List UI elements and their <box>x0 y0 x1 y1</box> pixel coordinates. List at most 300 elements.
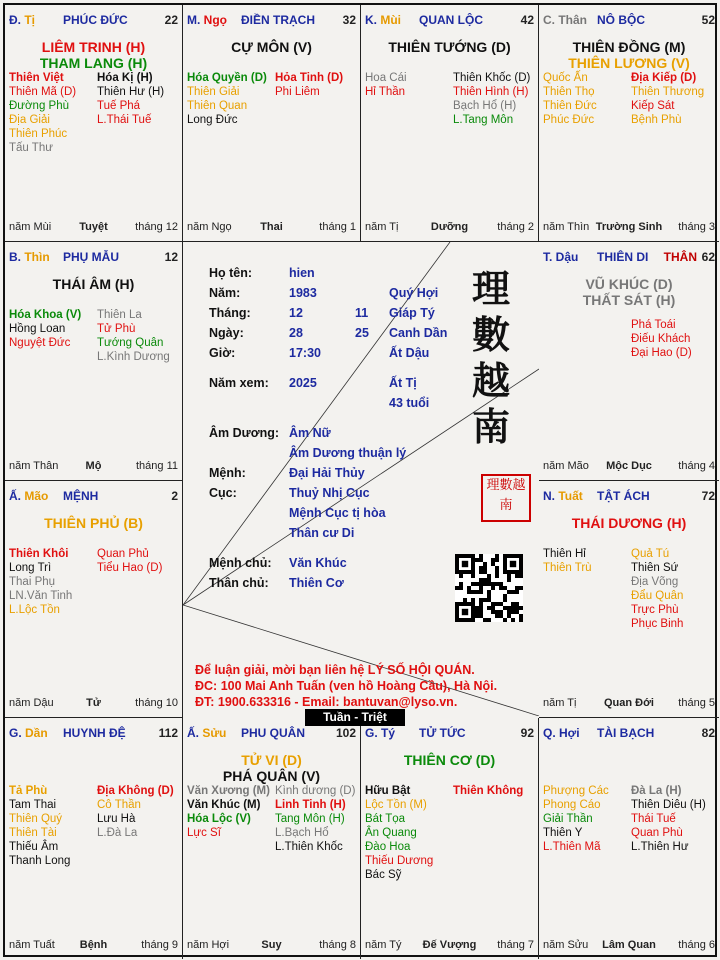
palace-footer <box>9 221 178 235</box>
palace-age: 12 <box>164 250 178 264</box>
palace-branch-part: Ngọ <box>203 13 227 27</box>
main-star: PHÁ QUÂN (V) <box>222 768 321 784</box>
palace-branch-part: N. <box>543 489 559 503</box>
palace-month: tháng 3 <box>678 221 715 233</box>
minor-star: Tấu Thư <box>9 142 53 154</box>
minor-stars-left <box>9 71 76 155</box>
minor-stars-right <box>631 71 704 127</box>
minor-star: Thái Tuế <box>631 813 676 825</box>
minor-star: Địa Võng <box>631 576 679 588</box>
logo-char: 數 <box>471 312 510 357</box>
palace-branch <box>365 726 395 740</box>
palace-name: TÀI BẠCH <box>597 726 655 740</box>
minor-stars-left <box>187 784 270 840</box>
minor-star: Đà La (H) <box>631 785 682 797</box>
minor-star: L.Lộc Tồn <box>9 604 60 616</box>
minor-stars-right <box>97 71 164 127</box>
palace-branch-part: K. <box>365 13 381 27</box>
minor-stars-left <box>543 547 592 575</box>
minor-star: Long Trì <box>9 562 52 574</box>
info-label: Âm Dương: <box>209 426 280 440</box>
info-value: Thiên Cơ <box>289 576 344 590</box>
minor-star: Phong Cáo <box>543 799 601 811</box>
main-star: THIÊN ĐỒNG (M) <box>572 39 686 55</box>
palace-footer <box>543 939 715 953</box>
palace-footer <box>187 939 356 953</box>
palace-year: năm Tuất <box>9 939 55 951</box>
palace-stage: Suy <box>261 939 282 951</box>
minor-star: L.Đà La <box>97 827 138 839</box>
minor-stars-left <box>365 71 407 99</box>
minor-star: Tiểu Hao (D) <box>97 562 163 574</box>
minor-star: Thiên Hư (H) <box>97 86 165 98</box>
info-label: Mệnh: <box>209 466 246 480</box>
minor-star: Thiên Khốc (D) <box>453 72 531 84</box>
minor-star: Thiên Quý <box>9 813 63 825</box>
minor-star: Hóa Quyền (D) <box>187 72 267 84</box>
palace-name: THIÊN DI <box>597 250 649 264</box>
info-value: Âm Dương thuận lý <box>289 446 407 460</box>
palace-year: năm Tý <box>365 939 402 951</box>
minor-star: Giải Thần <box>543 813 593 825</box>
palace-stage: Mộc Dục <box>606 460 652 472</box>
tuan-triet-label: Tuần - Triệt <box>305 709 405 726</box>
minor-stars-right <box>453 784 523 798</box>
info-value: Âm Nữ <box>289 426 331 440</box>
palace-year: năm Mão <box>543 460 589 472</box>
minor-star: Thiên Trù <box>543 562 592 574</box>
minor-star: Ân Quang <box>365 827 417 839</box>
minor-stars-right <box>631 784 706 854</box>
palace-cell-hoi <box>539 718 719 959</box>
minor-star: Thiên Hỉ <box>543 548 586 560</box>
info-value-canchi: Giáp Tý <box>389 306 435 320</box>
info-label: Ngày: <box>209 326 244 340</box>
palace-header <box>9 13 178 29</box>
info-label: Giờ: <box>209 346 236 360</box>
info-value-canchi: Canh Dần <box>389 326 448 340</box>
minor-stars-right <box>275 784 355 854</box>
info-value: 12 <box>289 306 303 320</box>
palace-branch <box>187 13 227 27</box>
palace-header <box>187 726 356 742</box>
minor-star: Hữu Bật <box>365 785 411 797</box>
minor-star: Quan Phủ <box>97 548 149 560</box>
minor-star: Thiên Hình (H) <box>453 86 529 98</box>
minor-star: Bệnh Phù <box>631 114 682 126</box>
palace-year: năm Hợi <box>187 939 230 951</box>
minor-star: Tang Môn (H) <box>275 813 345 825</box>
palace-branch-part: M. <box>187 13 204 27</box>
palace-age: 42 <box>520 13 534 27</box>
minor-star: L.Thiên Mã <box>543 841 601 853</box>
palace-branch-part: G. <box>9 726 26 740</box>
palace-cell-dau <box>539 242 719 481</box>
minor-stars-left <box>9 547 72 617</box>
minor-stars-left <box>9 308 81 350</box>
palace-branch-part: Dần <box>25 726 48 740</box>
minor-star: L.Thiên Khốc <box>275 841 343 853</box>
palace-secondary-name: THÂN <box>663 250 697 264</box>
minor-star: Tam Thai <box>9 799 57 811</box>
minor-star: Đại Hao (D) <box>631 347 692 359</box>
palace-stage: Đế Vượng <box>422 939 477 951</box>
minor-star: Bạch Hổ (H) <box>453 100 517 112</box>
info-label: Tháng: <box>209 306 251 320</box>
palace-header <box>543 726 715 742</box>
info-value-canchi: Quý Hợi <box>389 286 439 300</box>
minor-stars-right <box>97 547 162 575</box>
palace-branch-part: T. Dậu <box>543 250 579 264</box>
palace-stage: Trường Sinh <box>595 221 663 233</box>
info-value: 2025 <box>289 376 317 390</box>
minor-star: Hoa Cái <box>365 72 407 84</box>
info-value: 28 <box>289 326 303 340</box>
minor-star: Hóa Lộc (V) <box>187 813 251 825</box>
minor-star: Hồng Loan <box>9 323 66 335</box>
palace-name: TẬT ÁCH <box>597 489 650 503</box>
minor-star: Quan Phù <box>631 827 683 839</box>
palace-cell-ti <box>361 718 539 959</box>
palace-cell-than <box>539 5 719 242</box>
minor-stars-right <box>97 308 170 364</box>
palace-branch-part: Đ. <box>9 13 25 27</box>
main-star: THIÊN LƯƠNG (V) <box>568 55 690 71</box>
minor-stars-right <box>631 318 692 360</box>
palace-branch-part: Thìn <box>24 250 50 264</box>
palace-year: năm Tị <box>543 697 577 709</box>
palace-year: năm Dậu <box>9 697 54 709</box>
palace-footer <box>543 221 715 235</box>
palace-name: HUYNH ĐỆ <box>63 726 126 740</box>
palace-branch-part: Mùi <box>380 13 402 27</box>
minor-star: L.Bạch Hổ <box>275 827 329 839</box>
main-star: THIÊN PHỦ (B) <box>44 515 143 531</box>
palace-month: tháng 8 <box>319 939 356 951</box>
palace-name: TỬ TỨC <box>419 726 466 740</box>
main-star: THẤT SÁT (H) <box>582 292 676 308</box>
palace-footer <box>9 460 178 474</box>
minor-star: Hỏa Tinh (D) <box>275 72 344 84</box>
palace-header <box>187 13 356 29</box>
logo-char: 南 <box>471 404 510 449</box>
palace-branch-part: Ấ. <box>9 489 25 503</box>
palace-cell-suu <box>183 718 361 959</box>
minor-star: Phượng Các <box>543 785 609 797</box>
palace-age: 22 <box>164 13 178 27</box>
info-value-lunar: 25 <box>355 326 369 340</box>
palace-month: tháng 4 <box>678 460 715 472</box>
palace-age: 82 <box>701 726 715 740</box>
minor-star: Quốc Ấn <box>543 72 588 84</box>
minor-star: Đẩu Quân <box>631 590 684 602</box>
seal-stamp: 理數越南 <box>481 474 531 522</box>
palace-header <box>9 726 178 742</box>
palace-year: năm Mùi <box>9 221 52 233</box>
minor-stars-left <box>9 784 70 868</box>
main-star: THIÊN TƯỚNG (D) <box>388 39 511 55</box>
minor-stars-right <box>631 547 683 631</box>
minor-star: Lực Sĩ <box>187 827 221 839</box>
palace-cell-ngo <box>183 5 361 242</box>
palace-stage: Quan Đới <box>604 697 654 709</box>
palace-footer <box>365 939 534 953</box>
minor-star: Thiên La <box>97 309 142 321</box>
palace-footer <box>187 221 356 235</box>
minor-star: Lộc Tồn (M) <box>365 799 427 811</box>
minor-star: Nguyệt Đức <box>9 337 71 349</box>
minor-star: Thiên Phúc <box>9 128 68 140</box>
palace-year: năm Sửu <box>543 939 589 951</box>
palace-branch <box>543 726 580 740</box>
palace-header <box>365 726 534 742</box>
palace-header <box>543 13 715 29</box>
palace-age: 2 <box>171 489 178 503</box>
center-info-panel <box>183 242 539 716</box>
info-value-canchi: Ất Tị <box>389 376 417 390</box>
main-star: THAM LANG (H) <box>39 55 148 71</box>
palace-month: tháng 6 <box>678 939 715 951</box>
minor-star: Thiên Diêu (H) <box>631 799 706 811</box>
palace-age: 92 <box>520 726 534 740</box>
palace-month: tháng 12 <box>135 221 178 233</box>
palace-stage: Thai <box>260 221 283 233</box>
minor-star: L.Thái Tuế <box>97 114 152 126</box>
minor-star: Văn Khúc (M) <box>187 799 261 811</box>
minor-star: Hóa Khoa (V) <box>9 309 82 321</box>
info-label: Năm xem: <box>209 376 269 390</box>
palace-cell-tuat <box>539 481 719 718</box>
palace-name: NÔ BỘC <box>597 13 645 27</box>
info-value-canchi: Ất Dậu <box>389 346 430 360</box>
palace-branch <box>187 726 226 740</box>
contact-line: ĐC: 100 Mai Anh Tuấn (ven hồ Hoàng Cầu), Hà Nội. <box>195 679 498 693</box>
palace-stage: Bệnh <box>79 939 108 951</box>
palace-header <box>9 489 178 505</box>
minor-star: Kình dương (D) <box>275 785 356 797</box>
main-star: THÁI ÂM (H) <box>52 276 135 292</box>
palace-branch <box>543 250 578 264</box>
minor-star: Thiên Việt <box>9 72 64 84</box>
minor-star: Thiên Giải <box>187 86 240 98</box>
minor-star: Thiên Mã (D) <box>9 86 77 98</box>
minor-star: Phục Binh <box>631 618 684 630</box>
minor-star: Văn Xương (M) <box>187 785 270 797</box>
minor-star: Linh Tinh (H) <box>275 799 346 811</box>
minor-star: Thiên Sứ <box>631 562 679 574</box>
minor-star: Hóa Kị (H) <box>97 72 153 84</box>
palace-year: năm Thìn <box>543 221 590 233</box>
minor-stars-left <box>365 784 433 882</box>
minor-star: Địa Giải <box>9 114 50 126</box>
qr-code <box>455 554 523 622</box>
main-star: VŨ KHÚC (D) <box>585 276 673 292</box>
palace-month: tháng 9 <box>141 939 178 951</box>
minor-star: Kiếp Sát <box>631 100 675 112</box>
palace-age: 62 <box>701 250 715 264</box>
tuvi-chart-board <box>3 3 717 957</box>
palace-age: 112 <box>158 726 178 740</box>
minor-star: Địa Không (D) <box>97 785 174 797</box>
palace-name: QUAN LỘC <box>419 13 483 27</box>
main-star: THÁI DƯƠNG (H) <box>571 515 687 531</box>
palace-year: năm Ngọ <box>187 221 232 233</box>
minor-star: Hỉ Thần <box>365 86 406 98</box>
minor-star: L.Thiên Hư <box>631 841 689 853</box>
minor-stars-left <box>543 784 609 854</box>
main-star: THIÊN CƠ (D) <box>403 752 496 768</box>
info-value: hien <box>289 266 315 280</box>
minor-star: Thai Phụ <box>9 576 56 588</box>
minor-star: Phá Toái <box>631 319 676 331</box>
minor-star: Địa Kiếp (D) <box>631 72 697 84</box>
palace-stage: Tuyệt <box>79 221 108 233</box>
main-star: TỬ VI (D) <box>241 752 302 768</box>
palace-name: MỆNH <box>63 489 99 503</box>
palace-branch <box>9 13 35 27</box>
minor-star: Thiên Đức <box>543 100 597 112</box>
minor-star: Tử Phù <box>97 323 136 335</box>
palace-footer <box>365 221 534 235</box>
minor-star: Phi Liêm <box>275 86 320 98</box>
info-value: Đại Hải Thủy <box>289 466 365 480</box>
palace-month: tháng 7 <box>497 939 534 951</box>
palace-age: 52 <box>701 13 715 27</box>
palace-month: tháng 11 <box>135 460 178 472</box>
minor-star: Thiên Y <box>543 827 583 839</box>
info-label: Họ tên: <box>209 266 253 280</box>
palace-stage: Dưỡng <box>430 221 469 233</box>
minor-star: Quả Tú <box>631 548 670 560</box>
minor-star: Đào Hoa <box>365 841 411 853</box>
palace-branch <box>543 489 583 503</box>
palace-name: PHÚC ĐỨC <box>63 13 128 27</box>
info-value-lunar: 11 <box>355 306 369 320</box>
info-label: Năm: <box>209 286 241 300</box>
palace-branch-part: Ấ. <box>187 726 203 740</box>
palace-header <box>365 13 534 29</box>
minor-star: Tuế Phá <box>97 100 141 112</box>
minor-star: Tướng Quân <box>97 337 164 349</box>
info-value-canchi: 43 tuổi <box>389 396 430 410</box>
palace-header <box>9 250 178 266</box>
info-label: Thân chủ: <box>209 576 269 590</box>
info-label: Mệnh chủ: <box>209 556 272 570</box>
palace-age: 72 <box>701 489 715 503</box>
minor-stars-left <box>543 71 597 127</box>
minor-stars-left <box>187 71 267 127</box>
palace-header <box>543 250 715 266</box>
info-value: Văn Khúc <box>289 556 347 570</box>
palace-stage: Mộ <box>85 460 102 472</box>
minor-star: L.Kình Dương <box>97 351 170 363</box>
main-star: LIÊM TRINH (H) <box>41 39 146 55</box>
contact-line: Để luận giải, mời bạn liên hệ LÝ SỐ HỘI QUÁN. <box>195 663 475 677</box>
minor-star: Trực Phù <box>631 604 679 616</box>
palace-stage: Tử <box>86 697 101 709</box>
logo-calligraphy <box>451 266 531 450</box>
minor-star: Thiên Thương <box>631 86 705 98</box>
palace-branch-part: B. <box>9 250 25 264</box>
minor-star: Phúc Đức <box>543 114 595 126</box>
minor-star: Bát Tọa <box>365 813 406 825</box>
palace-cell-thin <box>5 242 183 481</box>
minor-star: Tả Phù <box>9 785 48 797</box>
logo-char: 越 <box>471 358 510 403</box>
palace-month: tháng 1 <box>319 221 356 233</box>
palace-name: ĐIỀN TRẠCH <box>241 13 315 27</box>
minor-star: Thiên Tài <box>9 827 57 839</box>
palace-name: PHỤ MẪU <box>63 250 119 264</box>
main-star: CỰ MÔN (V) <box>231 39 312 55</box>
logo-char: 理 <box>471 266 510 311</box>
contact-block <box>195 662 497 710</box>
palace-branch <box>9 250 50 264</box>
palace-cell-mui <box>361 5 539 242</box>
palace-footer <box>543 460 715 474</box>
minor-stars-right <box>453 71 530 127</box>
palace-cell-dan <box>5 718 183 959</box>
palace-branch <box>9 726 48 740</box>
palace-footer <box>9 697 178 711</box>
palace-branch-part: Q. Hợi <box>543 726 580 740</box>
minor-star: Đường Phù <box>9 100 69 112</box>
palace-stage: Lâm Quan <box>602 939 656 951</box>
info-value: Thân cư Di <box>289 526 355 540</box>
palace-year: năm Tị <box>365 221 399 233</box>
minor-stars-right <box>275 71 343 99</box>
palace-branch-part: Tị <box>24 13 36 27</box>
minor-star: Thiếu Dương <box>365 855 434 867</box>
palace-month: tháng 2 <box>497 221 534 233</box>
minor-star: Lưu Hà <box>97 813 136 825</box>
palace-year: năm Thân <box>9 460 59 472</box>
palace-branch <box>543 13 587 27</box>
palace-age: 102 <box>335 726 356 740</box>
palace-branch <box>365 13 401 27</box>
palace-cell-mao <box>5 481 183 718</box>
palace-branch-part: Tuất <box>558 489 583 503</box>
minor-star: Điếu Khách <box>631 333 691 345</box>
palace-branch <box>9 489 48 503</box>
info-value: 1983 <box>289 286 317 300</box>
minor-star: Bác Sỹ <box>365 869 402 881</box>
minor-star: Thiên Khôi <box>9 548 69 560</box>
palace-header <box>543 489 715 505</box>
palace-branch-part: Sửu <box>202 726 227 740</box>
minor-star: Thiên Thọ <box>543 86 595 98</box>
palace-month: tháng 5 <box>678 697 715 709</box>
minor-star: Cô Thần <box>97 799 141 811</box>
palace-name: PHU QUÂN <box>241 726 306 740</box>
minor-stars-right <box>97 784 174 840</box>
minor-star: Long Đức <box>187 114 238 126</box>
palace-branch-part: C. Thân <box>543 13 587 27</box>
palace-branch-part: G. Tý <box>365 726 396 740</box>
palace-footer <box>543 697 715 711</box>
palace-age: 32 <box>342 13 356 27</box>
palace-month: tháng 10 <box>135 697 178 709</box>
palace-footer <box>9 939 178 953</box>
contact-line: ĐT: 1900.633316 - Email: bantuvan@lyso.vn. <box>195 695 458 709</box>
info-label: Cục: <box>209 486 237 500</box>
minor-star: Thanh Long <box>9 855 71 867</box>
minor-star: Thiên Không <box>453 785 524 797</box>
minor-star: Thiếu Âm <box>9 841 59 853</box>
minor-star: LN.Văn Tinh <box>9 590 73 602</box>
info-value: 17:30 <box>289 346 321 360</box>
palace-branch-part: Mão <box>24 489 49 503</box>
